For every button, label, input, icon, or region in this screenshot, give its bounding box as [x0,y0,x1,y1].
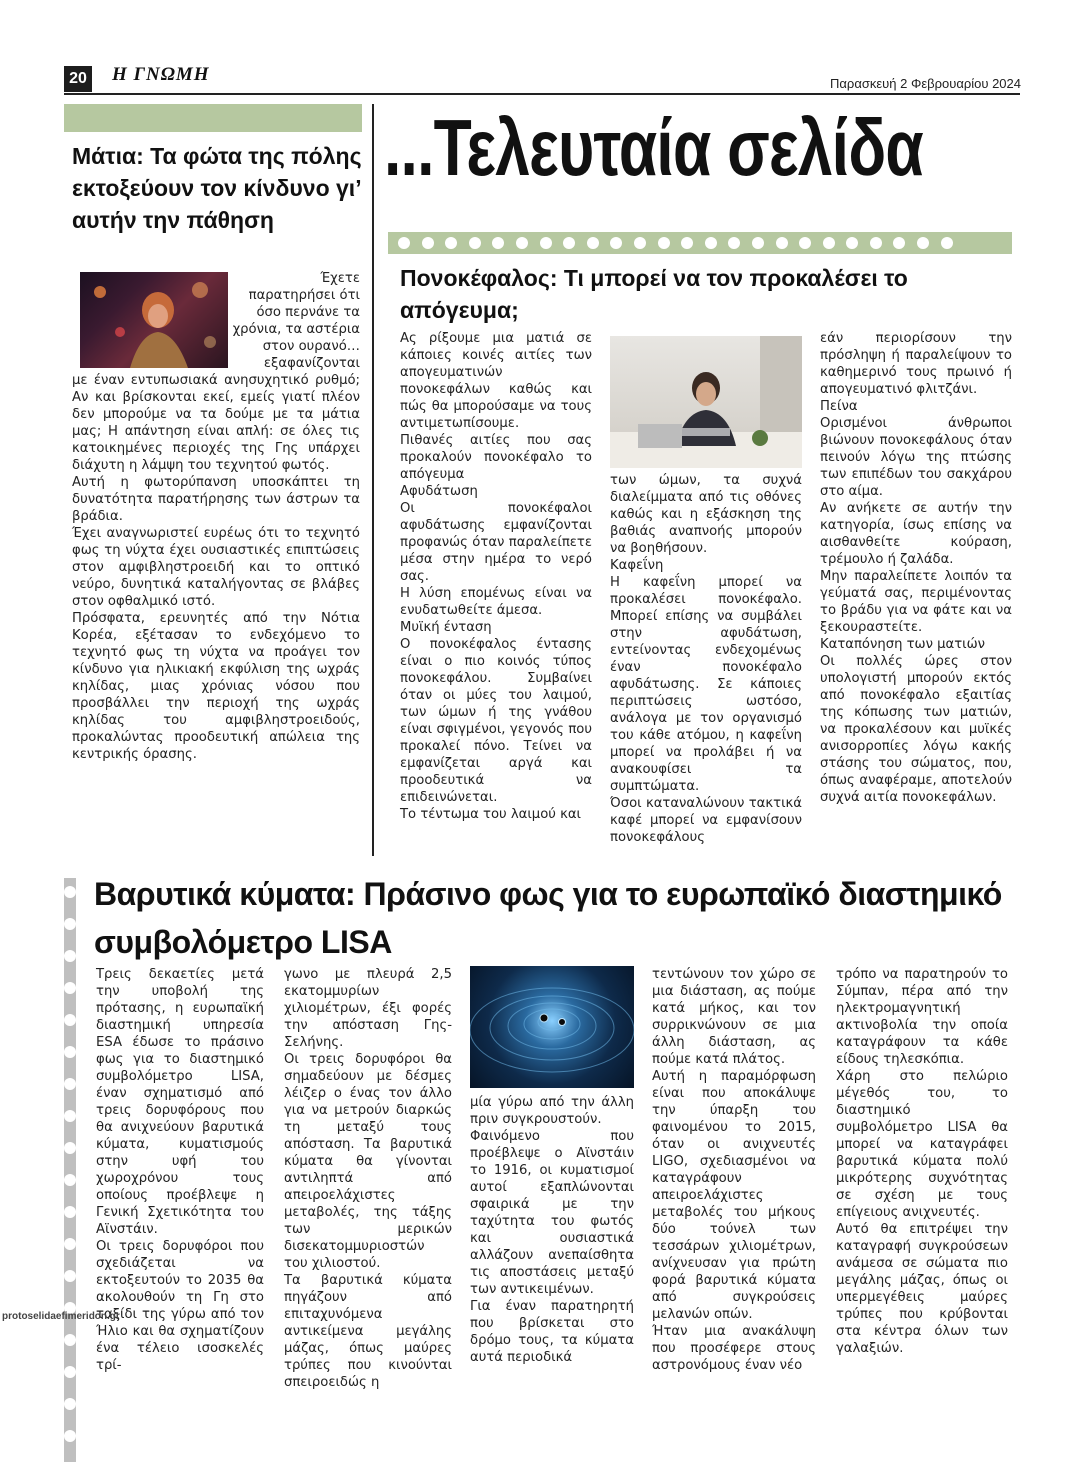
article3-col1 [96,966,264,1374]
article3-col5 [836,966,1008,1357]
article2-text: Το τέντωμα του λαιμού και [400,807,582,822]
article2-text: των ώμων, τα συχνά διαλείμματα από τις οθόνες καθώς και η εξάσκηση της βαθιάς αναπνοής μπορούν να βοηθήσουν. [610,473,802,556]
article2-col3 [820,330,1012,806]
article2-text: Ο πονοκέφαλος έντασης είναι ο πιο κοινός τύπος πονοκεφάλου. Συμβαίνει όταν οι μύες του λαιμού, των ώμων ή της γνάθου είναι σφιγμένοι, γεγονός που προκαλεί πόνο. Τείνει να εμφανίζεται αργά και προοδευτικά να επιδεινώνεται. [400,637,592,805]
page-number: 20 [64,66,92,92]
article3-title: Βαρυτικά κύματα: Πράσινο φως για το ευρωπαϊκό διαστημικό συμβολόμετρο LISA [94,876,1002,960]
article3-text: Αυτή η παραμόρφωση είναι που αποκάλυψε την ύπαρξη του φαινομένου το 2015, όταν οι ανιχνευτές LIGO, σχεδιασμένοι να καταγράφουν απειροελάχιστες μεταβολές του μήκους δύο τούνελ των τεσσάρων χιλιομέτρων, ανίχνευσαν για πρώτη φορά βαρυτικά κύματα από συγκρούσεις μελανών οπών. [652,1069,816,1322]
article2-photo [610,336,802,468]
article2-col2 [610,472,802,846]
article2-text: εάν περιορίσουν την πρόσληψη ή παραλείψουν το καθημερινό τους πρωινό ή απογευματινό φλιτζάνι. [820,331,1012,397]
article3-text: Αυτό θα επιτρέψει την καταγραφή συγκρούσεων ανάμεσα σε σώματα πιο μεγάλης μάζας, όπως οι υπερμεγέθεις μαύρες τρύπες που κρύβονται στα κέντρα όλων των γαλαξιών. [836,1222,1008,1356]
article1-paragraph: Αυτή η φωτορύπανση υποσκάπτει τη δυνατότητα παρατήρησης των άστρων τα βράδια. [72,475,360,524]
article3-text: Χάρη στο πελώριο μέγεθός του, το διαστημικό συμβολόμετρο LISA θα μπορεί να καταγράφει βαρυτικά κύματα πολύ μικρότερης συχνότητας σε σχέση με τους επίγειους ανιχνευτές. [836,1069,1008,1220]
article2-text: Οι πονοκέφαλοι αφυδάτωσης εμφανίζονται προφανώς όταν παραλείπετε μέσα στην ημέρα το νερό σας. [400,501,592,584]
header-rule [64,93,1020,95]
article2-subheading: Πείνα [820,399,858,414]
article2-text: Οι πολλές ώρες στον υπολογιστή μπορούν εκτός από πονοκέφαλο εξαιτίας της κόπωσης των ματιών, να προκαλέσουν και μυϊκές ανισορροπίες λόγω κακής στάσης του σώματος, που, όπως αναφέραμε, αποτελούν συχνά αιτία πονοκεφάλων. [820,654,1012,805]
article3-col2 [284,966,452,1391]
article2-col1 [400,330,592,823]
article2-title: Πονοκέφαλος: Τι μπορεί να τον προκαλέσει το απόγευμα; [400,265,908,323]
section-title: ...Τελευταία σελίδα [384,103,923,192]
article2-subheading: Καφεΐνη [610,558,664,573]
article1-paragraph: Έχει αναγνωριστεί ευρέως ότι το τεχνητό φως τη νύχτα έχει ουσιαστικές επιπτώσεις στον αμφιβληστροειδή και το οπτικό νεύρο, δυνητικά καταλήγοντας σε βλάβες στον οφθαλμικό ιστό. [72,526,360,609]
article3-text: Οι τρεις δορυφόροι που σχεδιάζεται να εκτοξευτούν το 2035 θα ακολουθούν τη Γη στο ταξίδι της γύρω από τον Ήλιο και θα σχηματίζουν ένα τέλειο ισοσκελές τρί- [96,1239,264,1373]
article2-text: Η λύση επομένως είναι να ενυδατωθείτε άμεσα. [400,586,592,618]
article3-col3 [470,1094,634,1366]
article2-text: Ας ρίξουμε μια ματιά σε κάποιες κοινές αιτίες των απογευματινών πονοκεφάλων καθώς και πώς θα μπορούσαμε να τους αντιμετωπίσουμε. [400,331,592,431]
article3-col4 [652,966,816,1374]
article3-text: Φαινόμενο που προέβλεψε ο Αϊνστάιν το 1916, οι κυματισμοί αυτοί εξαπλώνονται σφαιρικά με την ταχύτητα του φωτός και ουσιαστικά αλλάζουν ανεπαίσθητα τις αποστάσεις μεταξύ των αντικειμένων. [470,1129,634,1297]
article3-text: Για έναν παρατηρητή που βρίσκεται στο δρόμο τους, τα κύματα αυτά περιοδικά [470,1299,634,1365]
article3-text: Ήταν μια ανακάλυψη που προσέφερε στους αστρονόμους έναν νέο [652,1324,816,1373]
article2-text: Πιθανές αιτίες που σας προκαλούν πονοκέφαλο το απόγευμα [400,433,592,482]
article3-text: γωνο με πλευρά 2,5 εκατομμυρίων χιλιομέτρων, έξι φορές την απόσταση Γης-Σελήνης. [284,967,452,1050]
article1-paragraph: με έναν εντυπωσιακά ανησυχητικό ρυθμό; Αν και βρίσκονται εκεί, εμείς γιατί πλέον δεν μπορούμε να τα δούμε με τα μάτια μας; Η απάντηση είναι απλή: σε όλες τις κατοικημένες περιοχές της Γης υπάρχει διάχυτη η λάμψη του τεχνητού φωτός. [72,373,360,473]
issue-date: Παρασκευή 2 Φεβρουαρίου 2024 [830,76,1021,91]
article2-subheading: Μυϊκή ένταση [400,620,492,635]
article3-text: Τρεις δεκαετίες μετά την υποβολή της πρότασης, η ευρωπαϊκή διαστημική υπηρεσία ESA έδωσε το πράσινο φως για το διαστημικό συμβολόμετρο LISA, έναν σχηματισμό από τρεις δορυφόρους που θα ανιχνεύουν βαρυτικά κύματα, κυματισμούς στην υφή του χωροχρόνου τους οποίους προέβλεψε η Γενική Σχετικότητα του Αϊνστάιν. [96,967,264,1237]
article1-title: Μάτια: Τα φώτα της πόλης εκτοξεύουν τον κίνδυνο γι’ αυτήν την πάθηση [72,143,362,233]
newspaper-logo: Η ΓΝΩΜΗ [112,64,210,85]
article2-text: Η καφεΐνη μπορεί να προκαλέσει πονοκέφαλο. Μπορεί επίσης να συμβάλει στην αφυδάτωση, εντείνοντας ενδεχομένως έναν πονοκέφαλο αφυδάτωσης. Σε κάποιες περιπτώσεις ωστόσο, ανάλογα με τον οργανισμό του κάθε ατόμου, η καφεΐνη μπορεί να προλάβει ή να ανακουφίσει τα συμπτώματα. [610,575,802,794]
site-watermark: protoselidaefimeridon.gr [2,1311,120,1322]
left-green-band [64,104,362,132]
article3-gravitational-waves-image [470,966,634,1088]
article3-text: Τα βαρυτικά κύματα πηγάζουν από επιταχυνόμενα αντικείμενα μεγάλης μάζας, όπως μαύρες τρύπες που κινούνται σπειροειδώς η [284,1273,452,1390]
article1-paragraph: Πρόσφατα, ερευνητές από την Νότια Κορέα, εξέτασαν το ενδεχόμενο το τεχνητό φως τη νύχτα να προάγει τον κίνδυνο για ηλικιακή εκφύλιση της ωχράς κηλίδας, μιας χρόνιας νόσου που προσβάλλει την περιοχή της ωχράς κηλίδας του αμφιβληστροειδούς, προκαλώντας προοδευτική απώλεια της κεντρικής όρασης. [72,611,360,762]
article3-text: τεντώνουν τον χώρο σε μια διάσταση, ας πούμε κατά μήκος, και τον συρρικνώνουν σε μια άλλη διάσταση, ας πούμε κατά πλάτος. [652,967,816,1067]
article2-text: Μην παραλείπετε λοιπόν τα γεύματά σας, περιμένοντας το βράδυ για να φάτε και να ξεκουραστείτε. [820,569,1012,635]
article3-text: μία γύρω από την άλλη πριν συγκρουστούν. [470,1095,634,1127]
article2-text: Όσοι καταναλώνουν τακτικά καφέ μπορεί να εμφανίσουν πονοκεφάλους [610,796,802,845]
article3-text: Οι τρεις δορυφόροι θα σημαδεύουν με δέσμες λέιζερ ο ένας τον άλλο για να μετρούν διαρκώς τη μεταξύ τους απόσταση. Τα βαρυτικά κύματα θα γίνονται αντιληπτά από απειροελάχιστες μεταβολές, της τάξης των μερικών δισεκατομμυριοστών του χιλιοστού. [284,1052,452,1271]
article2-subheading: Καταπόνηση των ματιών [820,637,986,652]
article1-lead: Έχετε παρατηρήσει ότι όσο περνάνε τα χρόνια, τα αστέρια στον ουρανό… εξαφανίζονται [232,271,360,371]
film-strip-decoration [64,878,76,1462]
dotted-band [388,232,1012,254]
article1-body [72,372,360,763]
column-divider [372,104,374,856]
article1-photo [80,272,228,368]
article2-text: Ορισμένοι άνθρωποι βιώνουν πονοκεφάλους όταν πεινούν λόγω της πτώσης των επιπέδων του σακχάρου στο αίμα. [820,416,1012,499]
article2-subheading: Αφυδάτωση [400,484,478,499]
article3-text: τρόπο να παρατηρούν το Σύμπαν, πέρα από την ηλεκτρομαγνητική ακτινοβολία την οποία καταγράφουν τα κάθε είδους τηλεσκόπια. [836,967,1008,1067]
article2-text: Αν ανήκετε σε αυτήν την κατηγορία, ίσως επίσης να αισθανθείτε κούραση, τρέμουλο ή ζαλάδα. [820,501,1012,567]
